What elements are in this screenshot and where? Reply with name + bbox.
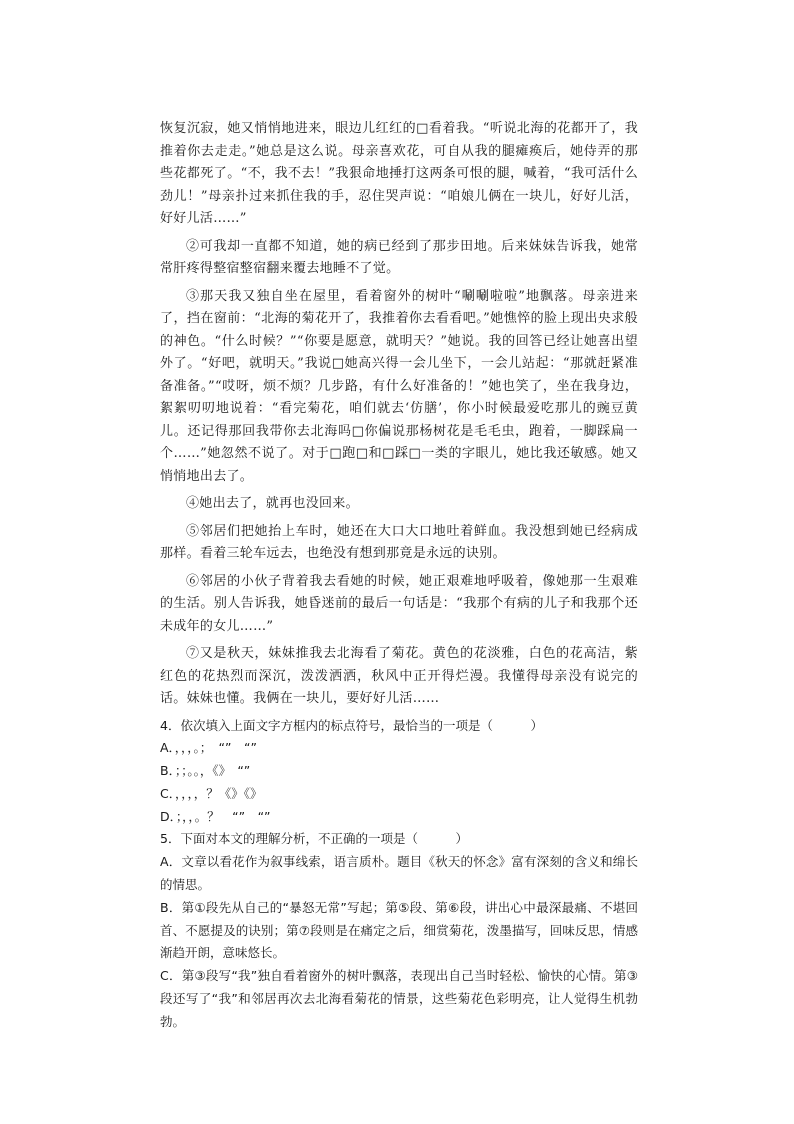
- question-4-option-c: C．，，，，？《》《》: [160, 785, 263, 801]
- question-4-option-b: B．；；。。，《》 “”: [160, 763, 251, 779]
- passage-paragraph-2: ②可我却一直都不知道，她的病已经到了那步田地。后来妹妹告诉我，她常常肝疼得整宿整宿翻来覆去地睡不了觉。: [160, 238, 638, 276]
- passage-paragraph-3: ③那天我又独自坐在屋里，看着窗外的树叶“唰唰啦啦”地飘落。母亲进来了，挡在窗前：“北海的菊花开了，我推着你去看看吧。”她憔悴的脸上现出央求般的神色。“什么时候？”“你要是愿意，就明天？”她说。我的回答已经让她喜出望外了。“好吧，就明天。”我说□她高兴得一会儿坐下，一会儿站起：“那就赶紧准备准备。”“哎呀，烦不烦？几步路，有什么好准备的！”她也笑了，坐在我身边，絮絮叨叨地说着：“看完菊花，咱们就去‘仿膳’，你小时候最爱吃那儿的豌豆黄儿。还记得那回我带你去北海吗□你偏说那杨树花是毛毛虫，跑着，一脚踩扁一个……”她忽然不说了。对于□跑□和□踩□一类的字眼儿，她比我还敏感。她又悄悄地出去了。: [160, 288, 638, 484]
- question-4: [160, 715, 638, 829]
- question-4-option-a: A．，，，。； “” “”: [160, 740, 257, 756]
- question-5-option-a: A．文章以看花作为叙事线索，语言质朴。题目《秋天的怀念》富有深刻的含义和绵长的情思。: [160, 854, 638, 893]
- question-5-option-b: B．第①段先从自己的“暴怒无常”写起；第⑤段、第⑥段，讲出心中最深最痛、不堪回首、不愿提及的诀别；第⑦段则是在痛定之后，细赏菊花，泼墨描写，回味反思，情感渐趋开朗，意味悠长。: [160, 899, 638, 961]
- question-5-stem: 5．下面对本文的理解分析，不正确的一项是（ ）: [160, 831, 468, 847]
- passage-paragraph-7: ⑦又是秋天，妹妹推我去北海看了菊花。黄色的花淡雅，白色的花高洁，紫红色的花热烈而深沉，泼泼洒洒，秋风中正开得烂漫。我懂得母亲没有说完的话。妹妹也懂。我俩在一块儿，要好好儿活……: [160, 646, 638, 706]
- document-page: [160, 118, 638, 1034]
- question-5: [160, 828, 638, 1033]
- passage-paragraph-4: ④她出去了，就再也没回来。: [186, 496, 359, 511]
- passage-paragraph-6: ⑥邻居的小伙子背着我去看她的时候，她正艰难地呼吸着，像她那一生艰难的生活。别人告诉我，她昏迷前的最后一句话是：“我那个有病的儿子和我那个还未成年的女儿……”: [160, 573, 638, 634]
- question-4-option-d: D．；，，。？ “” “”: [160, 808, 271, 824]
- passage-paragraph-5: ⑤邻居们把她抬上车时，她还在大口大口地吐着鲜血。我没想到她已经病成那样。看着三轮车远去，也绝没有想到那竟是永远的诀别。: [160, 523, 638, 561]
- question-5-option-c: C．第③段写“我”独自看着窗外的树叶飘落，表现出自己当时轻松、愉快的心情。第③段还写了“我”和邻居再次去北海看菊花的情景，这些菊花色彩明亮，让人觉得生机勃勃。: [160, 968, 638, 1029]
- passage-paragraph-1-continued: 恢复沉寂，她又悄悄地进来，眼边儿红红的□看着我。“听说北海的花都开了，我推着你去走走。”她总是这么说。母亲喜欢花，可自从我的腿瘫痪后，她侍弄的那些花都死了。“不，我不去！”我狠命地捶打这两条可恨的腿，喊着，“我可活什么劲儿！”母亲扑过来抓住我的手，忍住哭声说：“咱娘儿俩在一块儿，好好儿活，好好儿活……”: [160, 121, 638, 226]
- question-4-stem: 4．依次填入上面文字方框内的标点符号，最恰当的一项是（ ）: [160, 717, 543, 733]
